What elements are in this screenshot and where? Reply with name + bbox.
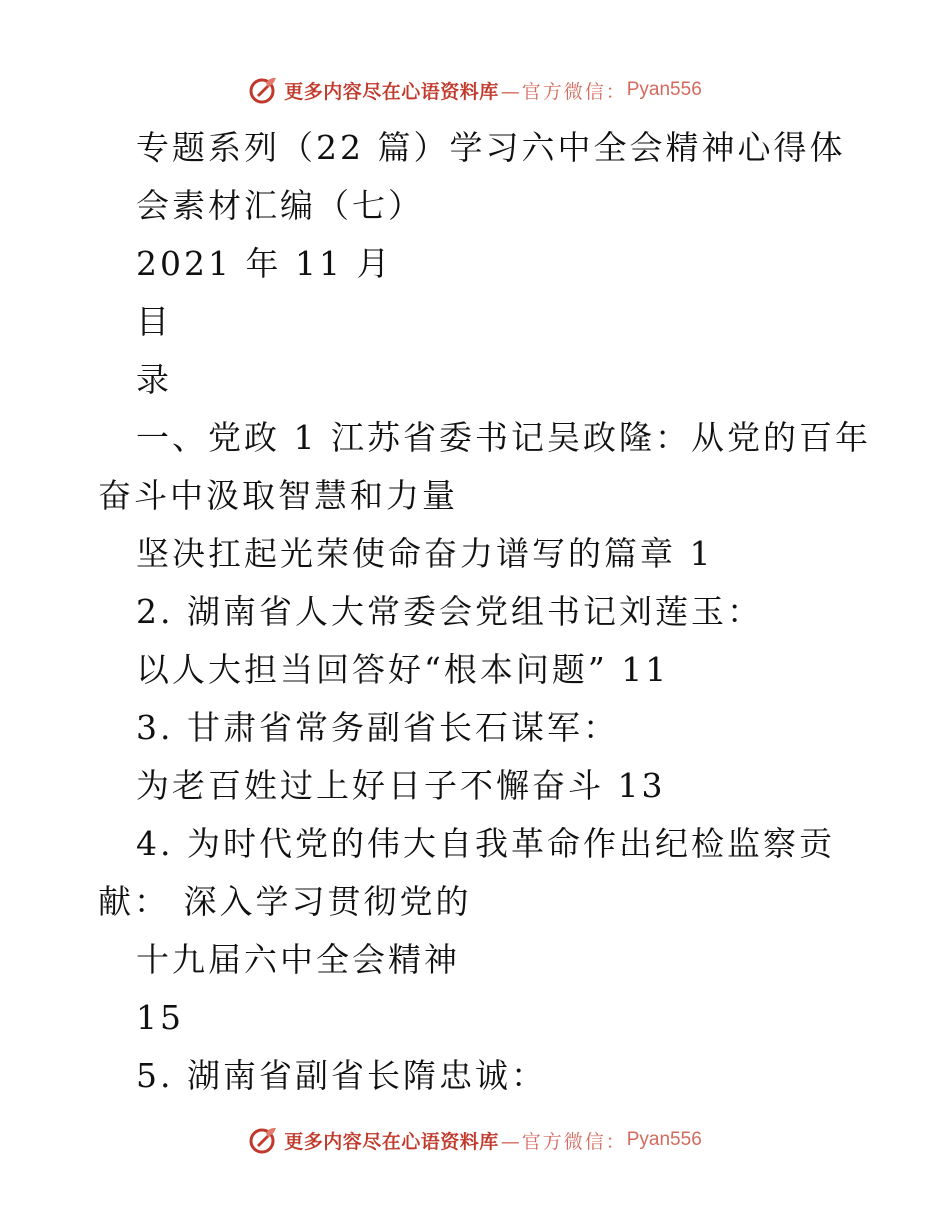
watermark-main-text: 更多内容尽在心语资料库 [284, 80, 499, 103]
doc-title-line-1: 专题系列（22 篇）学习六中全会精神心得体 [136, 128, 846, 167]
toc-entry-4-line-2: 献： 深入学习贯彻党的 [98, 882, 472, 921]
watermark-wechat-id: Pyan556 [626, 79, 702, 100]
toc-entry-4-line-1: 4. 为时代党的伟大自我革命作出纪检监察贡 [136, 824, 835, 863]
toc-entry-1-line-2: 奋斗中汲取智慧和力量 [98, 476, 458, 515]
toc-entry-5-line-1: 5. 湖南省副省长隋忠诚： [136, 1056, 547, 1095]
toc-heading-1: 目 [136, 302, 172, 341]
watermark-wechat-id: Pyan556 [626, 1129, 702, 1150]
toc-heading-2: 录 [136, 360, 172, 399]
toc-entry-1-line-1: 一、党政 1 江苏省委书记吴政隆：从党的百年 [136, 418, 871, 457]
doc-title-line-2: 会素材汇编（七） [136, 186, 424, 225]
watermark-main-text: 更多内容尽在心语资料库 [284, 1130, 499, 1153]
toc-entry-4-line-3: 十九届六中全会精神 [136, 940, 460, 979]
doc-date: 2021 年 11 月 [136, 244, 393, 283]
toc-entry-2-line-2: 以人大担当回答好“根本问题” 11 [136, 650, 670, 689]
toc-entry-3-line-2: 为老百姓过上好日子不懈奋斗 13 [136, 766, 666, 805]
watermark-sub-text: —官方微信： [500, 80, 627, 103]
quill-logo-icon [248, 1125, 278, 1155]
quill-logo-icon [248, 75, 278, 105]
footer-watermark [0, 1120, 950, 1160]
toc-entry-2-line-1: 2. 湖南省人大常委会党组书记刘莲玉： [136, 592, 763, 631]
watermark-sub-text: —官方微信： [500, 1130, 627, 1153]
header-watermark [0, 70, 950, 110]
toc-entry-1-line-3: 坚决扛起光荣使命奋力谱写的篇章 1 [136, 534, 714, 573]
toc-entry-3-line-1: 3. 甘肃省常务副省长石谋军： [136, 708, 619, 747]
toc-entry-4-page: 15 [136, 998, 184, 1037]
